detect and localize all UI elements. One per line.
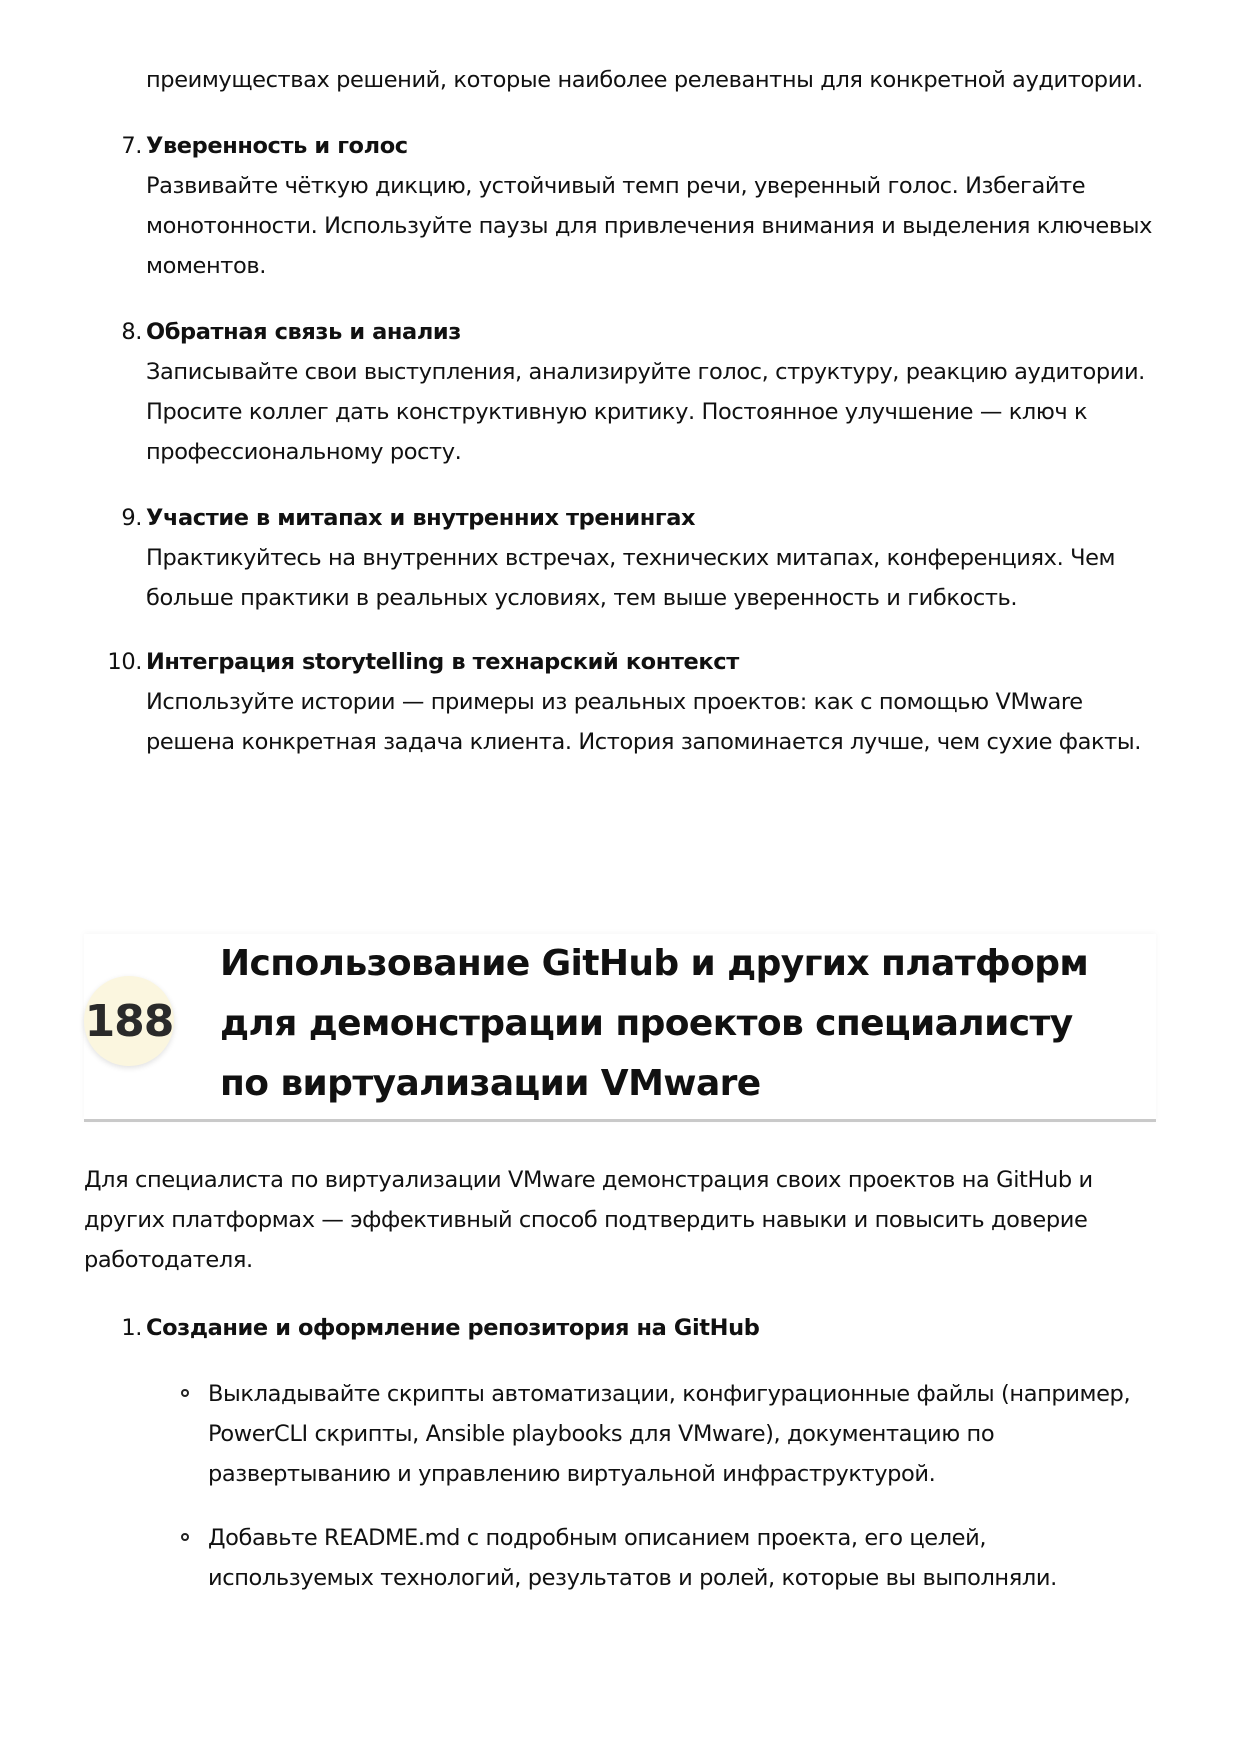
list-number: 10. xyxy=(107,649,142,675)
section-number-badge: 188 xyxy=(84,976,174,1066)
list-number: 9. xyxy=(121,505,142,531)
list-item-title: Обратная связь и анализ xyxy=(146,319,461,345)
list-item-body: Используйте истории — примеры из реальных проектов: как с помощью VMware решена конкретная задача клиента. История запоминается лучше, чем сухие факты. xyxy=(146,689,1142,755)
circle-bullet-icon xyxy=(181,1533,189,1541)
intro-paragraph: Для специалиста по виртуализации VMware демонстрация своих проектов на GitHub и других платформах — эффективный способ подтвердить навыки и повысить доверие работодателя. xyxy=(84,1167,1093,1273)
sub-list-item xyxy=(208,1518,1148,1598)
list-item-title: Создание и оформление репозитория на GitHub xyxy=(146,1315,760,1341)
list-item-title: Участие в митапах и внутренних тренингах xyxy=(146,505,696,531)
list-number: 7. xyxy=(121,133,142,159)
list-item-1 xyxy=(121,1308,1166,1348)
sub-list-text: Выкладывайте скрипты автоматизации, конфигурационные файлы (например, PowerCLI скрипты, Ansible playbooks для VMware), документацию по развертыванию и управлению виртуальной инфраструктурой. xyxy=(208,1381,1131,1487)
list-item-7 xyxy=(121,126,1166,286)
list-item-10 xyxy=(107,642,1166,762)
list-item-9 xyxy=(121,498,1166,618)
list-item-8 xyxy=(121,312,1166,472)
sub-list-item xyxy=(208,1374,1148,1494)
list-item-body: Записывайте свои выступления, анализируйте голос, структуру, реакцию аудитории. Просите коллег дать конструктивную критику. Постоянное улучшение — ключ к профессиональному росту. xyxy=(146,359,1145,465)
list-item-title: Интеграция storytelling в технарский контекст xyxy=(146,649,739,675)
sub-list-text: Добавьте README.md с подробным описанием проекта, его целей, используемых технологий, результатов и ролей, которые вы выполняли. xyxy=(208,1525,1057,1591)
list-number: 8. xyxy=(121,319,142,345)
list-item-body: Развивайте чёткую дикцию, устойчивый темп речи, уверенный голос. Избегайте монотонности. Используйте паузы для привлечения внимания и выделения ключевых моментов. xyxy=(146,173,1152,279)
list-item-title: Уверенность и голос xyxy=(146,133,408,159)
carryover-paragraph: преимуществах решений, которые наиболее релевантны для конкретной аудитории. xyxy=(146,67,1143,93)
circle-bullet-icon xyxy=(181,1389,189,1397)
section-title: Использование GitHub и других платформ для демонстрации проектов специалисту по виртуализации VMware xyxy=(220,943,1089,1104)
list-number: 1. xyxy=(121,1315,142,1341)
list-item-body: Практикуйтесь на внутренних встречах, технических митапах, конференциях. Чем больше практики в реальных условиях, тем выше уверенность и гибкость. xyxy=(146,545,1116,611)
